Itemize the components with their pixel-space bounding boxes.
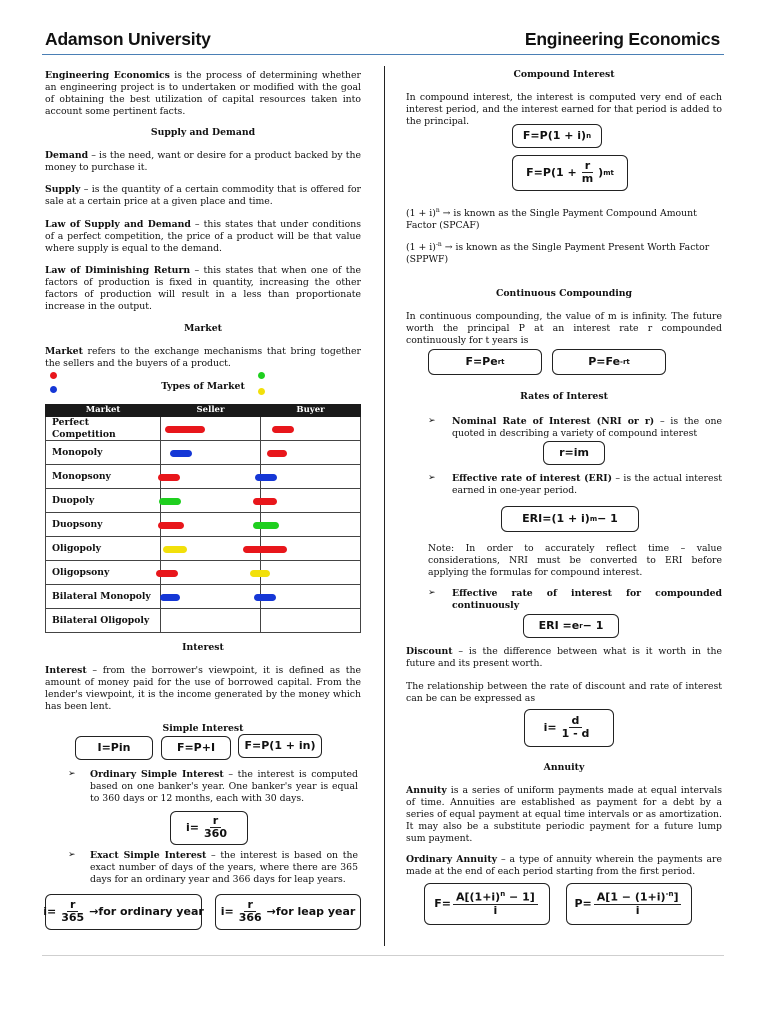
ordinary-simple-bullet — [68, 769, 358, 809]
fraction — [559, 715, 593, 741]
formula-lhs: i= — [43, 904, 57, 918]
formula-exponent: rt — [497, 357, 505, 366]
seller-cell — [161, 416, 261, 441]
discount-desc: – is the difference between what is it worth in the future and its present worth. — [406, 646, 722, 669]
formula-f-p-1-i-n — [512, 124, 602, 148]
numerator-tail: − 1] — [505, 890, 535, 904]
table-row — [46, 441, 361, 465]
fraction-numerator: r — [210, 815, 221, 828]
formula-body: ERI=(1 + i) — [522, 511, 590, 525]
buyer-cell — [261, 537, 361, 561]
formula-eri — [501, 506, 639, 532]
law-diminishing-paragraph — [45, 265, 361, 313]
eri-continuous-text: Effective rate of interest for compounded continuously — [452, 588, 722, 611]
buyer-color-swatch — [253, 498, 277, 505]
formula-i-r-366 — [215, 894, 361, 930]
market-name-cell: Oligopsony — [46, 561, 161, 585]
nri-term: Nominal Rate of Interest (NRI or r) — [452, 416, 655, 427]
ordinary-desc: – the interest is computed based on one banker's year. One banker's year is equal to 360 days or 12 months, each with 30 days. — [90, 769, 358, 804]
market-paragraph — [45, 346, 361, 370]
buyer-color-swatch — [243, 546, 287, 553]
fraction-numerator: r — [67, 899, 78, 912]
seller-cell — [161, 561, 261, 585]
formula-exponent: m — [589, 514, 598, 523]
numerator-exponent: -n — [665, 889, 674, 898]
market-name-cell: Monopoly — [46, 441, 161, 465]
ordinary-annuity-term: Ordinary Annuity — [406, 854, 498, 865]
demand-term: Demand — [45, 150, 89, 161]
sppwf-exponent: -n — [435, 241, 442, 248]
market-name-cell: Bilateral Monopoly — [46, 585, 161, 609]
sppwf-desc: → is known as the Single Payment Present Worth Factor (SPPWF) — [406, 242, 710, 265]
discount-paragraph — [406, 646, 722, 670]
fraction — [594, 891, 682, 917]
formula-tail: − 1 — [597, 511, 618, 525]
spcaf-line — [406, 207, 722, 232]
intro-text: is the process of determining whether an engineering project is to undertaken or modified with the goal of obtaining the best utilization of capital resources taken into account some pertinent facts. — [45, 70, 361, 117]
formula-exponent: mt — [603, 168, 614, 177]
demand-paragraph — [45, 150, 361, 174]
formula-close: ) — [598, 165, 604, 179]
compound-paragraph: In compound interest, the interest is computed very end of each interest period, and the interest earned for that period is added to the principal. — [406, 92, 722, 127]
fraction-denominator: i — [493, 903, 498, 917]
continuous-compounding-heading: Continuous Compounding — [495, 288, 633, 299]
annuity-heading: Annuity — [543, 762, 585, 773]
formula-annuity-future — [424, 883, 550, 925]
interest-text: – from the borrower's viewpoint, it is defined as the amount of money paid for the use of borrowed capital. From the lender's viewpoint, it is the income generated by the money which has been lent. — [45, 665, 361, 712]
buyer-cell — [261, 513, 361, 537]
law-dr-term: Law of Diminishing Return — [45, 265, 191, 276]
seller-cell — [161, 489, 261, 513]
ordinary-simple-text — [90, 769, 358, 805]
supply-text: – is the quantity of a certain commodity that is offered for sale at a certain price at a given place and time. — [45, 184, 361, 207]
numerator-tail: ] — [673, 890, 679, 904]
table-row — [46, 561, 361, 585]
annuity-desc: is a series of uniform payments made at equal intervals of time. Annuities are established as payment for a debt by a series of equal payment at equal time intervals or as amortization. It may also be a substitute periodic payment for a future lump sum payment. — [406, 785, 722, 844]
formula-body: ERI =e — [538, 618, 580, 632]
seller-cell — [161, 585, 261, 609]
table-row — [46, 585, 361, 609]
formula-r-im: r=im — [543, 441, 605, 465]
formula-body: F=Pe — [465, 354, 498, 368]
col-seller: Seller — [161, 405, 261, 417]
col-market: Market — [46, 405, 161, 417]
formula-tail: − 1 — [582, 618, 604, 632]
fraction — [579, 160, 596, 186]
market-name-cell: Duopoly — [46, 489, 161, 513]
formula-f-p-plus-i: F=P+I — [161, 736, 231, 760]
buyer-color-swatch — [255, 474, 277, 481]
exact-desc: – the interest is based on the exact number of days of the years, where there are 365 days for an ordinary year and 366 days for leap years. — [90, 850, 358, 885]
column-divider — [384, 66, 385, 946]
interest-term: Interest — [45, 665, 87, 676]
annuity-term: Annuity — [406, 785, 447, 796]
formula-i-r-365 — [45, 894, 202, 930]
formula-exponent: r — [579, 621, 583, 630]
law-sd-term: Law of Supply and Demand — [45, 219, 191, 230]
seller-cell — [161, 513, 261, 537]
simple-interest-heading: Simple Interest — [162, 723, 244, 734]
formula-lhs: i= — [543, 720, 557, 734]
sppwf-line — [406, 241, 722, 266]
continuous-paragraph: In continuous compounding, the value of m is infinity. The future worth the principal P at an interest rate r compounded continuously for t years is — [406, 311, 722, 346]
nri-text — [452, 416, 722, 440]
eri-desc: – is the actual interest earned in one-year period. — [452, 473, 722, 496]
buyer-color-swatch — [253, 522, 279, 529]
fraction-denominator: 360 — [204, 827, 227, 841]
interest-paragraph — [45, 665, 361, 713]
formula-p-fe-neg-rt — [552, 349, 666, 375]
eri-text — [452, 473, 722, 497]
spcaf-expr: (1 + i) — [406, 208, 436, 220]
fraction-numerator: r — [582, 160, 593, 173]
ordinary-term: Ordinary Simple Interest — [90, 769, 224, 780]
table-row — [46, 416, 361, 441]
buyer-cell — [261, 465, 361, 489]
seller-color-swatch — [163, 546, 187, 553]
course-title: Engineering Economics — [524, 29, 720, 49]
fraction-numerator — [453, 891, 538, 905]
buyer-cell — [261, 561, 361, 585]
formula-f-pe-rt — [428, 349, 542, 375]
ordinary-annuity-paragraph — [406, 854, 722, 878]
formula-lhs: P= — [574, 896, 592, 910]
supply-term: Supply — [45, 184, 81, 195]
arrow-bullet-icon: ➢ — [428, 473, 436, 483]
eri-term: Effective rate of interest (ERI) — [452, 473, 613, 484]
buyer-cell — [261, 609, 361, 633]
market-name-cell: Oligopoly — [46, 537, 161, 561]
footer-rule — [42, 955, 724, 956]
table-row — [46, 609, 361, 633]
market-name-cell: Perfect Competition — [46, 416, 161, 441]
fraction-denominator: m — [581, 172, 594, 186]
relation-paragraph: The relationship between the rate of discount and rate of interest can be can be expressed as — [406, 681, 722, 704]
spcaf-exponent: n — [435, 207, 440, 214]
legend-dot-red — [50, 372, 57, 379]
buyer-cell — [261, 585, 361, 609]
supply-paragraph — [45, 184, 361, 208]
buyer-cell — [261, 416, 361, 441]
numerator-part: A[1 − (1+i) — [596, 890, 666, 904]
buyer-color-swatch — [267, 450, 287, 457]
arrow-bullet-icon: ➢ — [68, 850, 76, 860]
formula-exponent: n — [586, 131, 592, 140]
seller-cell — [161, 465, 261, 489]
formula-i-pin: I=Pin — [75, 736, 153, 760]
fraction-numerator: r — [244, 899, 255, 912]
fraction-denominator: 1 - d — [561, 727, 590, 741]
nri-desc: – is the one quoted in describing a variety of compound interest — [452, 416, 723, 439]
table-header-row — [46, 405, 361, 417]
formula-note: →for leap year — [266, 904, 356, 918]
supply-demand-heading: Supply and Demand — [150, 127, 256, 138]
formula-annuity-present — [566, 883, 692, 925]
exact-term: Exact Simple Interest — [90, 850, 207, 861]
demand-text: – is the need, want or desire for a product backed by the money to purchase it. — [45, 150, 361, 173]
nri-bullet — [428, 416, 722, 442]
fraction-numerator: d — [569, 715, 583, 728]
seller-color-swatch — [158, 522, 184, 529]
formula-body: P=Fe — [588, 354, 621, 368]
formula-lhs: i= — [186, 820, 200, 834]
seller-color-swatch — [165, 426, 205, 433]
ordinary-annuity-desc: – a type of annuity wherein the payments are made at the end of each period starting from the first period. — [406, 854, 722, 877]
market-term: Market — [45, 346, 83, 357]
arrow-bullet-icon: ➢ — [428, 416, 436, 426]
law-supply-demand-paragraph — [45, 219, 361, 255]
table-row — [46, 513, 361, 537]
formula-i-d-1-d — [524, 709, 614, 747]
seller-cell — [161, 441, 261, 465]
intro-paragraph — [45, 70, 361, 118]
fraction-numerator — [594, 891, 682, 905]
seller-color-swatch — [158, 474, 180, 481]
annuity-paragraph — [406, 785, 722, 844]
exact-simple-text — [90, 850, 358, 886]
law-sd-text: – this states that under conditions of a perfect competition, the price of a product will be that value where supply is equal to the demand. — [45, 219, 361, 254]
buyer-color-swatch — [272, 426, 294, 433]
formula-body: F=P(1 + i) — [522, 128, 587, 142]
header-rule — [42, 54, 724, 55]
seller-color-swatch — [159, 498, 181, 505]
fraction — [236, 899, 265, 925]
market-name-cell: Bilateral Oligopoly — [46, 609, 161, 633]
buyer-cell — [261, 441, 361, 465]
formula-f-p-1-in: F=P(1 + in) — [238, 734, 322, 758]
fraction — [453, 891, 538, 917]
fraction — [201, 815, 230, 841]
formula-lhs: F=P(1 + — [526, 165, 577, 179]
market-text: refers to the exchange mechanisms that bring together the sellers and the buyers of a product. — [45, 346, 361, 369]
types-of-market-heading: Types of Market — [161, 381, 245, 392]
market-heading: Market — [184, 323, 222, 334]
compound-interest-heading: Compound Interest — [513, 69, 615, 80]
seller-color-swatch — [160, 594, 180, 601]
market-name-cell: Duopsony — [46, 513, 161, 537]
buyer-color-swatch — [254, 594, 276, 601]
formula-f-p-1-r-m-mt — [512, 155, 628, 191]
university-title: Adamson University — [45, 29, 211, 49]
fraction-denominator: 366 — [238, 911, 262, 925]
arrow-bullet-icon: ➢ — [68, 769, 76, 779]
fraction-denominator: i — [635, 903, 640, 917]
seller-color-swatch — [156, 570, 178, 577]
discount-term: Discount — [406, 646, 453, 657]
numerator-part: A[(1+i) — [455, 890, 501, 904]
table-row — [46, 489, 361, 513]
intro-term: Engineering Economics — [45, 70, 170, 81]
arrow-bullet-icon: ➢ — [428, 588, 436, 598]
eri-continuous-bullet — [428, 588, 722, 614]
interest-heading: Interest — [182, 642, 224, 653]
fraction — [58, 899, 87, 925]
exact-simple-bullet — [68, 850, 358, 890]
spcaf-desc: → is known as the Single Payment Compound Amount Factor (SPCAF) — [406, 208, 697, 231]
law-dr-text: – this states that when one of the factors of production is fixed in quantity, increasing the other factors of production will result in a less than proportionate increase in the output. — [45, 265, 361, 312]
formula-lhs: F= — [434, 896, 451, 910]
formula-eri-continuous — [523, 614, 619, 638]
table-row — [46, 537, 361, 561]
legend-dot-green — [258, 372, 265, 379]
formula-note: →for ordinary year — [89, 904, 204, 918]
formula-lhs: i= — [220, 904, 234, 918]
formula-exponent: -rt — [620, 357, 630, 366]
rates-of-interest-heading: Rates of Interest — [520, 391, 608, 402]
note-paragraph: Note: In order to accurately reflect time – value considerations, NRI must be converted to ERI before applying the formulas for compound interest. — [428, 543, 722, 578]
seller-cell — [161, 609, 261, 633]
market-name-cell: Monopsony — [46, 465, 161, 489]
table-row — [46, 465, 361, 489]
buyer-cell — [261, 489, 361, 513]
sppwf-expr: (1 + i) — [406, 242, 436, 254]
formula-i-r-360 — [170, 811, 248, 845]
numerator-exponent: n — [500, 889, 506, 898]
fraction-denominator: 365 — [61, 911, 85, 925]
eri-bullet — [428, 473, 722, 499]
market-types-table — [45, 404, 361, 633]
col-buyer: Buyer — [261, 405, 361, 417]
seller-color-swatch — [170, 450, 192, 457]
buyer-color-swatch — [250, 570, 270, 577]
